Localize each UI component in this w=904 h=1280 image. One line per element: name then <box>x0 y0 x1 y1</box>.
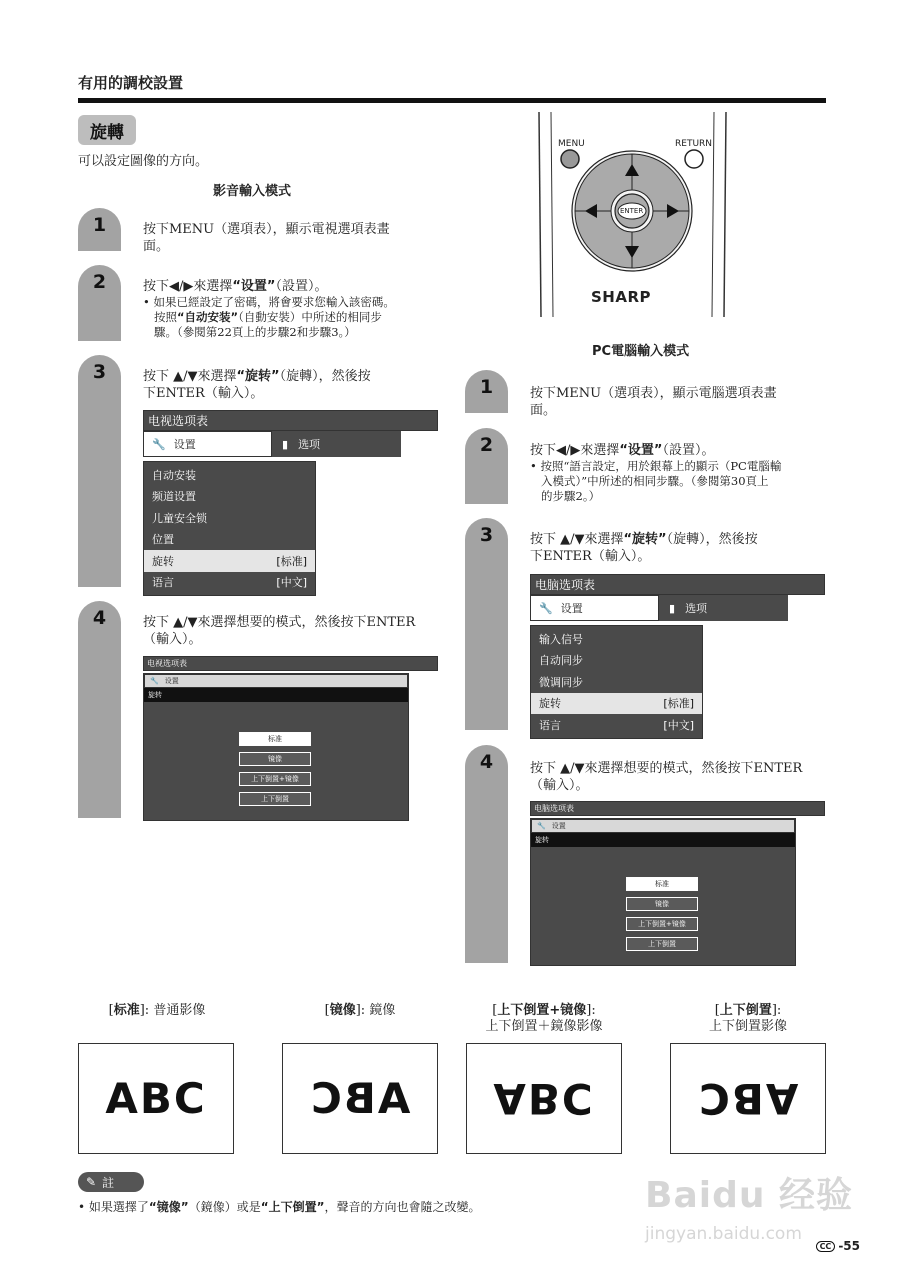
menu-item: 语言 [中文] <box>539 718 694 732</box>
submenu-body <box>530 818 796 966</box>
settings-icon: 🔧 <box>152 437 166 451</box>
left-step-4-text: 按下 ▲/▼來選擇想要的模式，然後按下ENTER （輸入）。 <box>143 615 416 647</box>
tab-settings: 🔧 设置 <box>530 595 659 621</box>
right-step-3-bar <box>465 518 508 730</box>
left-step-2-text: 按下◀/▶來選擇“设置”（設置）。 • 如果已經設定了密碼，將會要求您輸入該密碼。 按照“自动安装”（自動安裝）中所述的相同步 驟。（參閱第22頁上的步驟2和步驟3。） <box>143 279 395 339</box>
result-caption-flip-mirror: [上下倒置+镜像]: 上下倒置＋鏡像影像 <box>485 1003 603 1034</box>
sample-text-upside-down: ABC <box>697 1074 799 1123</box>
right-step-4-text: 按下 ▲/▼來選擇想要的模式，然後按下ENTER （輸入）。 <box>530 761 803 793</box>
submenu-tab: 🔧 设置 <box>531 819 795 833</box>
submenu-bar: 旋转 <box>531 833 795 847</box>
options-icon: ▮ <box>669 601 676 615</box>
menu-item-selected: 旋转 [标准] <box>144 550 315 572</box>
tab-options: ▮ 选项 <box>272 431 401 457</box>
submenu-title: 电视选项表 <box>143 656 438 671</box>
menu-list <box>143 461 316 596</box>
left-step-3-text: 按下 ▲/▼來選擇“旋转”（旋轉），然後按 下ENTER（輸入）。 <box>143 369 371 401</box>
left-step-1-text: 按下MENU（選項表），顯示電視選項表畫 面。 <box>143 222 390 254</box>
note-badge: ✎ 註 <box>78 1172 144 1192</box>
menu-item: 位置 <box>152 533 174 547</box>
menu-item: 自动安装 <box>152 468 196 482</box>
menu-key-label: MENU <box>558 139 585 149</box>
note-text: • 如果選擇了“镜像”（鏡像）或是“上下倒置”，聲音的方向也會隨之改變。 <box>78 1200 481 1214</box>
option-flip-mirror: 上下倒置+镜像 <box>239 772 311 786</box>
section-title: 旋轉 <box>78 115 136 145</box>
tab-settings: 🔧 设置 <box>143 431 272 457</box>
settings-icon: 🔧 <box>539 601 553 615</box>
submenu-tab: 🔧 设置 <box>144 674 408 688</box>
submenu-body <box>143 673 409 821</box>
left-step-2-bar <box>78 265 121 341</box>
right-step-2-text: 按下◀/▶來選擇“设置”（設置）。 • 按照“語言設定，用於銀幕上的顯示（PC電腦輸 入模式）”中所述的相同步驟。（參閱第30頁上 的步驟2。） <box>530 443 782 503</box>
pc-menu-screenshot <box>530 574 825 739</box>
option-flip: 上下倒置 <box>239 792 311 806</box>
page-number: CC -55 <box>816 1239 860 1253</box>
settings-icon: 🔧 <box>150 677 159 685</box>
menu-title: 电视选项表 <box>143 410 438 431</box>
watermark <box>645 1145 860 1245</box>
menu-item: 儿童安全锁 <box>152 511 207 525</box>
watermark-url: jingyan.baidu.com <box>645 1224 802 1244</box>
submenu-title: 电脑选项表 <box>530 801 825 816</box>
step-number: 2 <box>92 271 107 293</box>
pencil-icon: ✎ <box>86 1175 97 1189</box>
brand-logo: SHARP <box>591 288 652 306</box>
step-number: 4 <box>92 607 107 629</box>
menu-list <box>530 625 703 739</box>
menu-item: 语言 [中文] <box>152 576 307 590</box>
option-flip-mirror: 上下倒置+镜像 <box>626 917 698 931</box>
tv-menu-screenshot <box>143 410 438 596</box>
right-step-1-text: 按下MENU（選項表），顯示電腦選項表畫 面。 <box>530 386 777 418</box>
step-number: 1 <box>92 214 107 236</box>
left-step-1-bar <box>78 208 121 251</box>
tab-options: ▮ 选项 <box>659 595 788 621</box>
menu-title: 电脑选项表 <box>530 574 825 595</box>
right-step-3-text: 按下 ▲/▼來選擇“旋转”（旋轉），然後按 下ENTER（輸入）。 <box>530 532 758 564</box>
option-mirror: 镜像 <box>626 897 698 911</box>
result-box-flip-mirror <box>466 1043 622 1154</box>
settings-icon: 🔧 <box>537 822 546 830</box>
enter-key-label: ENTER <box>620 207 644 215</box>
right-step-4-bar <box>465 745 508 963</box>
menu-item: 输入信号 <box>539 632 583 646</box>
pc-rotation-submenu <box>530 801 825 966</box>
result-box-mirror <box>282 1043 438 1154</box>
option-standard: 标准 <box>239 732 311 746</box>
option-mirror: 镜像 <box>239 752 311 766</box>
step-number: 2 <box>479 434 494 456</box>
remote-illustration <box>535 112 730 317</box>
right-mode-heading: PC電腦輸入模式 <box>592 344 690 359</box>
option-flip: 上下倒置 <box>626 937 698 951</box>
return-key-label: RETURN <box>675 139 713 149</box>
sample-text: ABC <box>105 1074 207 1123</box>
menu-item: 微调同步 <box>539 675 583 689</box>
result-box-standard <box>78 1043 234 1154</box>
menu-item: 频道设置 <box>152 490 196 504</box>
watermark-logo: Baidu 经验 <box>645 1175 854 1216</box>
result-caption-standard: [标准]: 普通影像 <box>108 1003 206 1018</box>
left-step-3-bar <box>78 355 121 587</box>
left-step-4-bar <box>78 601 121 818</box>
step-number: 3 <box>92 361 107 383</box>
left-mode-heading: 影音輸入模式 <box>213 184 292 199</box>
result-box-flip <box>670 1043 826 1154</box>
sample-text-flipped-mirrored: ABC <box>493 1074 595 1123</box>
submenu-bar: 旋转 <box>144 688 408 702</box>
result-caption-mirror: [镜像]: 鏡像 <box>324 1003 396 1018</box>
option-standard: 标准 <box>626 877 698 891</box>
result-caption-flip: [上下倒置]: 上下倒置影像 <box>708 1003 787 1034</box>
step-number: 4 <box>479 751 494 773</box>
options-icon: ▮ <box>282 437 289 451</box>
language-badge: CC <box>816 1241 836 1252</box>
section-intro: 可以設定圖像的方向。 <box>78 154 209 169</box>
menu-item-selected: 旋转 [标准] <box>531 693 702 715</box>
step-number: 3 <box>479 524 494 546</box>
right-step-1-bar <box>465 370 508 413</box>
sample-text-mirrored: ABC <box>309 1074 411 1123</box>
step-number: 1 <box>479 376 494 398</box>
tv-rotation-submenu <box>143 656 438 821</box>
menu-item: 自动同步 <box>539 654 583 668</box>
right-step-2-bar <box>465 428 508 504</box>
page-header-title: 有用的調校設置 <box>78 74 184 92</box>
header-rule <box>78 98 826 103</box>
